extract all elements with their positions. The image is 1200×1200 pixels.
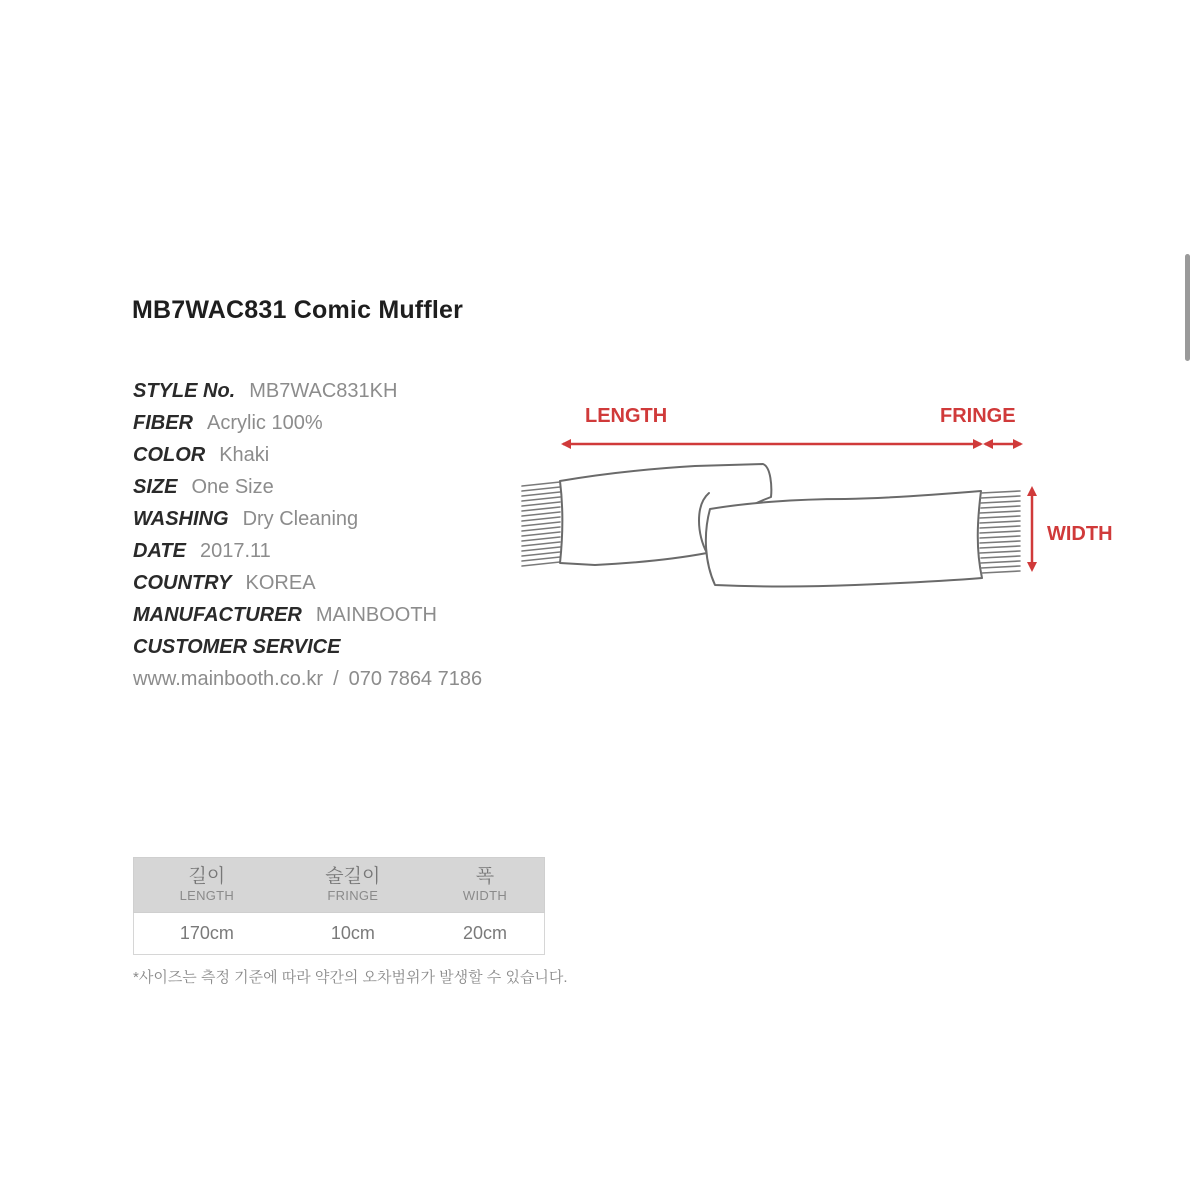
spec-value: KOREA [245, 572, 316, 594]
scarf-illustration [522, 464, 1020, 587]
spec-value: MB7WAC831KH [249, 380, 398, 402]
spec-label: COLOR [133, 444, 206, 466]
cell-length: 170cm [134, 913, 280, 955]
spec-row-country [133, 568, 482, 600]
left-fringe [522, 482, 560, 566]
phone-number: 070 7864 7186 [348, 668, 483, 690]
spec-row-color [133, 440, 482, 472]
spec-value: One Size [191, 476, 274, 498]
spec-label: WASHING [133, 508, 229, 530]
scarf-measurement-diagram [515, 395, 1125, 595]
width-label: WIDTH [1047, 523, 1113, 545]
fringe-arrow [983, 439, 1023, 449]
length-arrow [561, 439, 983, 449]
length-label: LENGTH [585, 405, 668, 427]
width-arrow [1027, 486, 1037, 572]
spec-row-size [133, 472, 482, 504]
spec-value: Acrylic 100% [207, 412, 323, 434]
fringe-label: FRINGE [940, 405, 1016, 427]
size-disclaimer: *사이즈는 측정 기준에 따라 약간의 오차범위가 발생할 수 있습니다. [133, 969, 568, 986]
size-table-header [134, 858, 545, 913]
contact-separator: / [333, 668, 339, 690]
spec-value: MAINBOOTH [315, 604, 438, 626]
website-link[interactable]: www.mainbooth.co.kr [133, 668, 324, 690]
spec-row-style [133, 376, 482, 408]
spec-row-date [133, 536, 482, 568]
spec-value: Khaki [219, 444, 270, 466]
page-title: MB7WAC831 Comic Muffler [132, 296, 464, 324]
header-label-ko: 술길이 [325, 866, 381, 887]
spec-label: MANUFACTURER [133, 604, 302, 626]
scrollbar-thumb[interactable] [1185, 254, 1190, 361]
spec-label: SIZE [133, 476, 178, 498]
cell-fringe: 10cm [280, 913, 426, 955]
spec-row-customer-service [133, 632, 482, 664]
spec-row-manufacturer [133, 600, 482, 632]
spec-label: COUNTRY [133, 572, 232, 594]
spec-row-fiber [133, 408, 482, 440]
spec-label: DATE [133, 540, 186, 562]
header-label-en: WIDTH [462, 888, 508, 903]
spec-value: 2017.11 [199, 540, 271, 562]
spec-label: FIBER [133, 412, 193, 434]
header-label-ko: 길이 [188, 866, 226, 887]
cell-width: 20cm [426, 913, 545, 955]
header-label-en: LENGTH [179, 888, 235, 903]
header-width [426, 858, 545, 913]
header-label-ko: 폭 [475, 866, 495, 887]
scarf-right-section [706, 491, 982, 587]
contact-line [133, 664, 482, 696]
size-table [133, 857, 545, 955]
table-row [134, 913, 545, 955]
header-fringe [280, 858, 426, 913]
header-length [134, 858, 280, 913]
spec-value: Dry Cleaning [242, 508, 359, 530]
spec-list [133, 376, 482, 696]
spec-label: CUSTOMER SERVICE [133, 636, 341, 658]
header-label-en: FRINGE [327, 888, 379, 903]
right-fringe [980, 491, 1020, 573]
spec-label: STYLE No. [133, 380, 236, 402]
spec-row-washing [133, 504, 482, 536]
